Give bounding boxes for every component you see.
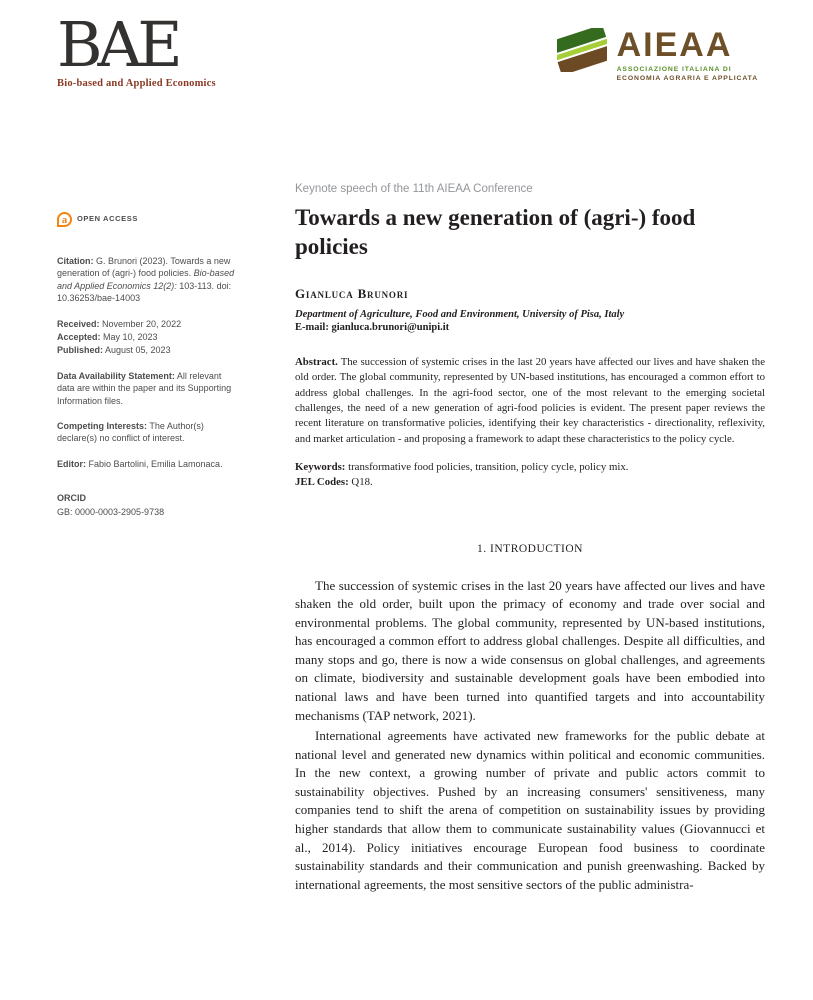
citation-label: Citation: xyxy=(57,256,94,266)
body-paragraph-1: The succession of systemic crises in the last 20 years have affected our lives and have shaken the old order, built upon the primacy of economy and trade over social and environmental problems. The global community, represented by UN-based institutions, has encouraged a common effort to address global challenges. Despite all difficulties, and many stops and go, there is now a wide consensus on global challenges, and agreements on climate, biodiversity and sustainable development goals have been embodied into national laws and have been turned into quantified targets and into accountability mechanisms (TAP network, 2021). xyxy=(295,577,765,723)
jel-label: JEL Codes: xyxy=(295,476,349,489)
competing-interests-label: Competing Interests: xyxy=(57,421,148,432)
article-main-column xyxy=(295,183,765,896)
open-access-badge xyxy=(57,212,239,227)
aieaa-subtitle-line1: ASSOCIAZIONE ITALIANA DI xyxy=(616,66,732,73)
aieaa-logo-icon xyxy=(557,28,607,77)
abstract-paragraph xyxy=(295,355,765,447)
aieaa-name: AIEAA xyxy=(616,26,733,64)
accepted-row xyxy=(57,331,239,343)
bae-logo-subtitle: Bio-based and Applied Economics xyxy=(57,78,216,89)
competing-interests-block xyxy=(57,420,239,445)
editor-label: Editor: xyxy=(57,458,86,469)
citation-text-after: 103-113. doi: 10.36253/bae-14003 xyxy=(57,280,232,304)
keywords-text: transformative food policies, transition, policy cycle, policy mix. xyxy=(345,460,629,473)
aieaa-wordmark xyxy=(617,28,758,82)
received-value: November 20, 2022 xyxy=(99,318,182,329)
author-name: Gianluca Brunori xyxy=(295,285,409,301)
aieaa-subtitle-line2: ECONOMIA AGRARIA E APPLICATA xyxy=(616,75,758,82)
aieaa-publisher-logo xyxy=(557,28,758,82)
published-label: Published: xyxy=(57,345,104,356)
published-row xyxy=(57,344,239,356)
accepted-value: May 10, 2023 xyxy=(100,332,158,343)
orcid-block xyxy=(57,492,239,518)
received-row xyxy=(57,318,239,330)
bae-journal-logo xyxy=(57,8,216,89)
abstract-text: The succession of systemic crises in the last 20 years have affected our lives and have shaken the old order. The global community, represented by UN-based institutions, has encouraged a common effort to address global challenges. In the agri-food sector, one of the most relevant to the emerging societal challenges, the need of a new generation of agri-food policies is evident. The present paper reviews the recent literature on transformative policies, identifying their key characteristics - directionality, reflexivity, and market articulation - and proposing a framework to adapt these characteristics to the policy cycle. xyxy=(295,355,765,445)
dates-block xyxy=(57,318,239,357)
citation-journal-name: Bio-based and Applied Economics 12(2): xyxy=(57,268,235,291)
abstract-label: Abstract. xyxy=(295,355,338,368)
citation-block xyxy=(57,255,239,305)
bae-logo-text: BAE xyxy=(57,8,178,81)
competing-interests-text: The Author(s) declare(s) no conflict of interest. xyxy=(57,421,204,444)
author-email: E-mail: gianluca.brunori@unipi.it xyxy=(295,321,450,333)
data-availability-label: Data Availability Statement: xyxy=(57,370,175,381)
published-value: August 05, 2023 xyxy=(103,345,171,356)
jel-text: Q18. xyxy=(348,476,373,489)
citation-text-before: G. Brunori (2023). Towards a new generation of (agri-) food policies. xyxy=(57,256,231,279)
orcid-label: ORCID xyxy=(57,493,86,504)
article-metadata-sidebar xyxy=(57,212,239,531)
received-label: Received: xyxy=(57,318,100,329)
data-availability-text: All relevant data are within the paper and its Supporting Information files. xyxy=(57,370,232,406)
editor-names: Fabio Bartolini, Emilia Lamonaca. xyxy=(86,458,223,469)
keywords-label: Keywords: xyxy=(295,460,346,473)
open-access-label: OPEN ACCESS xyxy=(77,214,138,224)
conference-kicker: Keynote speech of the 11th AIEAA Conference xyxy=(295,183,533,195)
author-affiliation: Department of Agriculture, Food and Environment, University of Pisa, Italy xyxy=(295,308,625,320)
open-access-icon: a xyxy=(57,212,72,227)
body-paragraph-2: International agreements have activated new frameworks for the public debate at national level and generated new dynamics within political and economic communities. In the new context, a growing number of private and public actors commit to sustainability objectives. Pushed by an increasing consumers' sensitiveness, many companies tend to shift the arena of competition on sustainability issues by providing higher standards that allow them to communicate sustainability values (Giovannucci et al., 2014). Policy initiatives encourage European food business to coordinate sustainability standards and their communication and punish greenwashing. Backed by international agreements, the most sensitive sectors of the public administra- xyxy=(295,728,765,892)
jel-codes-line xyxy=(295,475,765,490)
section-heading-introduction: 1. INTRODUCTION xyxy=(477,542,583,555)
data-availability-block xyxy=(57,370,239,407)
orcid-id: GB: 0000-0003-2905-9738 xyxy=(57,506,165,517)
keywords-line xyxy=(295,460,765,475)
editor-block xyxy=(57,458,239,470)
accepted-label: Accepted: xyxy=(57,332,101,343)
article-title: Towards a new generation of (agri-) food policies xyxy=(295,205,696,260)
